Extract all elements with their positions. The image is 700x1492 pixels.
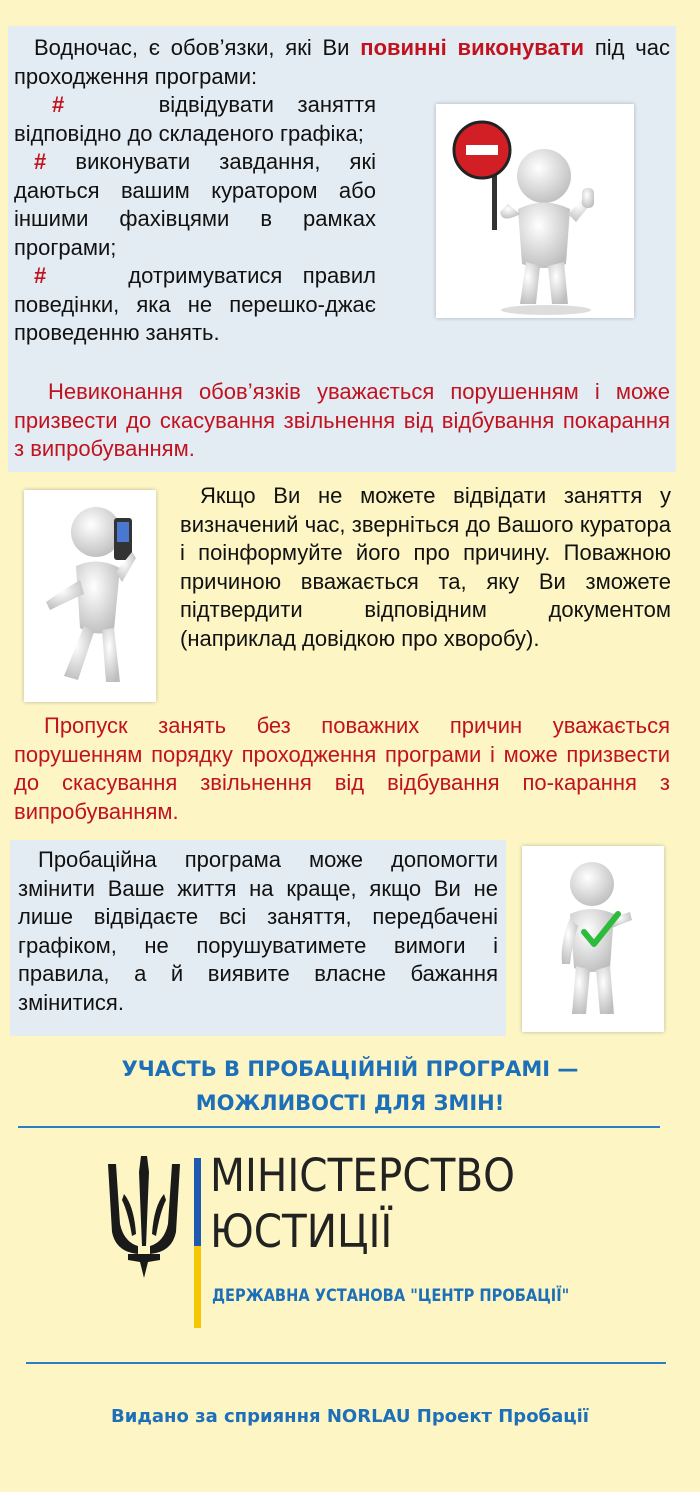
duty-item: # відвідувати заняття відповідно до складеного графіка; (14, 92, 376, 146)
absence-info: Якщо Ви не можете відвідати заняття у визначений час, зверніться до Вашого куратора і поінформуйте його про причину. Поважною причиною вважається та, яку Ви зможете підтвердити відповідним документом (наприклад довідкою про хворобу). (180, 483, 671, 651)
phone-call-figure-icon (24, 490, 156, 702)
program-benefit-text: Пробаційна програма може допомогти змінити Ваше життя на краще, якщо Ви не лише відвідаєте всі заняття, передбачені графіком, не порушуватимете вимоги і правила, а й виявите власне бажання змінитися. (18, 847, 498, 1015)
slogan-line-1: УЧАСТЬ В ПРОБАЦІЙНІЙ ПРОГРАМІ — (121, 1057, 579, 1081)
ministry-logo (104, 1150, 604, 1330)
duty-item: # виконувати завдання, які даються вашим куратором або іншими фахівцями в рамках програми; (14, 149, 376, 260)
duties-warning: Невиконання обов’язків уважається порушенням і може призвести до скасування звільнення від відбування покарання з випробуванням. (14, 379, 670, 461)
ministry-name-line-2: ЮСТИЦІЇ (210, 1205, 393, 1258)
duties-intro (14, 34, 670, 91)
absence-warning: Пропуск занять без поважних причин уважається порушенням порядку проходження програми і може призвести до скасування звільнення від відбування по-карання з випробуванням. (14, 713, 670, 824)
stop-sign-figure-icon (436, 104, 634, 318)
trident-emblem-icon (106, 1154, 182, 1280)
flag-stripe-blue (194, 1158, 201, 1246)
hash-bullet: # (34, 149, 47, 174)
flag-stripe-yellow (194, 1246, 201, 1328)
duties-list (14, 91, 376, 348)
checkmark-figure-icon (522, 846, 664, 1032)
hash-bullet: # (34, 263, 47, 288)
ministry-subtitle: ДЕРЖАВНА УСТАНОВА "ЦЕНТР ПРОБАЦІЇ" (212, 1286, 570, 1306)
intro-start: Водночас, є обов’язки, які Ви (34, 35, 361, 60)
intro-emphasis: повинні виконувати (360, 35, 585, 60)
hash-bullet: # (52, 92, 65, 117)
divider-top (18, 1126, 660, 1128)
divider-bottom (26, 1362, 666, 1364)
duty-item: # дотримуватися правил поведінки, яка не перешко-джає проведенню занять. (14, 263, 376, 345)
publisher-credit: Видано за сприяння NORLAU Проект Пробації (111, 1406, 589, 1427)
intro-end: під час проходження програми: (14, 35, 671, 89)
slogan-line-2: МОЖЛИВОСТІ ДЛЯ ЗМІН! (195, 1091, 505, 1115)
ministry-name-line-1: МІНІСТЕРСТВО (210, 1149, 516, 1202)
